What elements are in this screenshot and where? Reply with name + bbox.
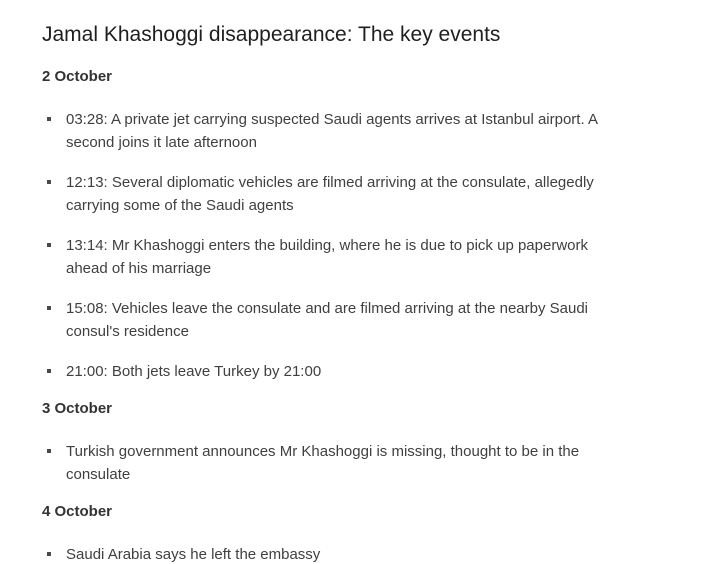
timeline-event: [42, 440, 682, 486]
timeline-event: [42, 360, 682, 383]
event-text: 21:00: Both jets leave Turkey by 21:00: [66, 363, 322, 380]
event-text: Saudi Arabia says he left the embassy: [66, 546, 321, 563]
square-bullet-icon: [47, 117, 51, 121]
timeline-event: [42, 108, 682, 154]
square-bullet-icon: [47, 243, 51, 247]
event-text: 12:13: Several diplomatic vehicles are filmed arriving at the consulate, allegedly carrying some of the Saudi agents: [66, 174, 594, 214]
timeline-event: [42, 543, 682, 564]
event-text: 03:28: A private jet carrying suspected Saudi agents arrives at Istanbul airport. A second joins it late afternoon: [66, 111, 598, 151]
timeline-section-3-october: [42, 400, 682, 486]
timeline-event: [42, 171, 682, 217]
timeline-event: [42, 297, 682, 343]
page-title: Jamal Khashoggi disappearance: The key events: [42, 23, 501, 46]
event-list-2-october: [42, 108, 682, 383]
timeline-section-2-october: [42, 68, 682, 383]
date-heading-4-october: 4 October: [42, 503, 113, 520]
event-list-3-october: [42, 440, 682, 486]
event-text: Turkish government announces Mr Khashoggi is missing, thought to be in the consulate: [66, 443, 580, 483]
square-bullet-icon: [47, 180, 51, 184]
event-text: 13:14: Mr Khashoggi enters the building, where he is due to pick up paperwork ahead of his marriage: [66, 237, 588, 277]
square-bullet-icon: [47, 449, 51, 453]
event-text: 15:08: Vehicles leave the consulate and are filmed arriving at the nearby Saudi consul's residence: [66, 300, 588, 340]
event-list-4-october: [42, 543, 682, 564]
timeline-section-4-october: [42, 503, 682, 564]
square-bullet-icon: [47, 369, 51, 373]
square-bullet-icon: [47, 306, 51, 310]
date-heading-3-october: 3 October: [42, 400, 113, 417]
date-heading-2-october: 2 October: [42, 68, 113, 85]
timeline-event: [42, 234, 682, 280]
square-bullet-icon: [47, 552, 51, 556]
